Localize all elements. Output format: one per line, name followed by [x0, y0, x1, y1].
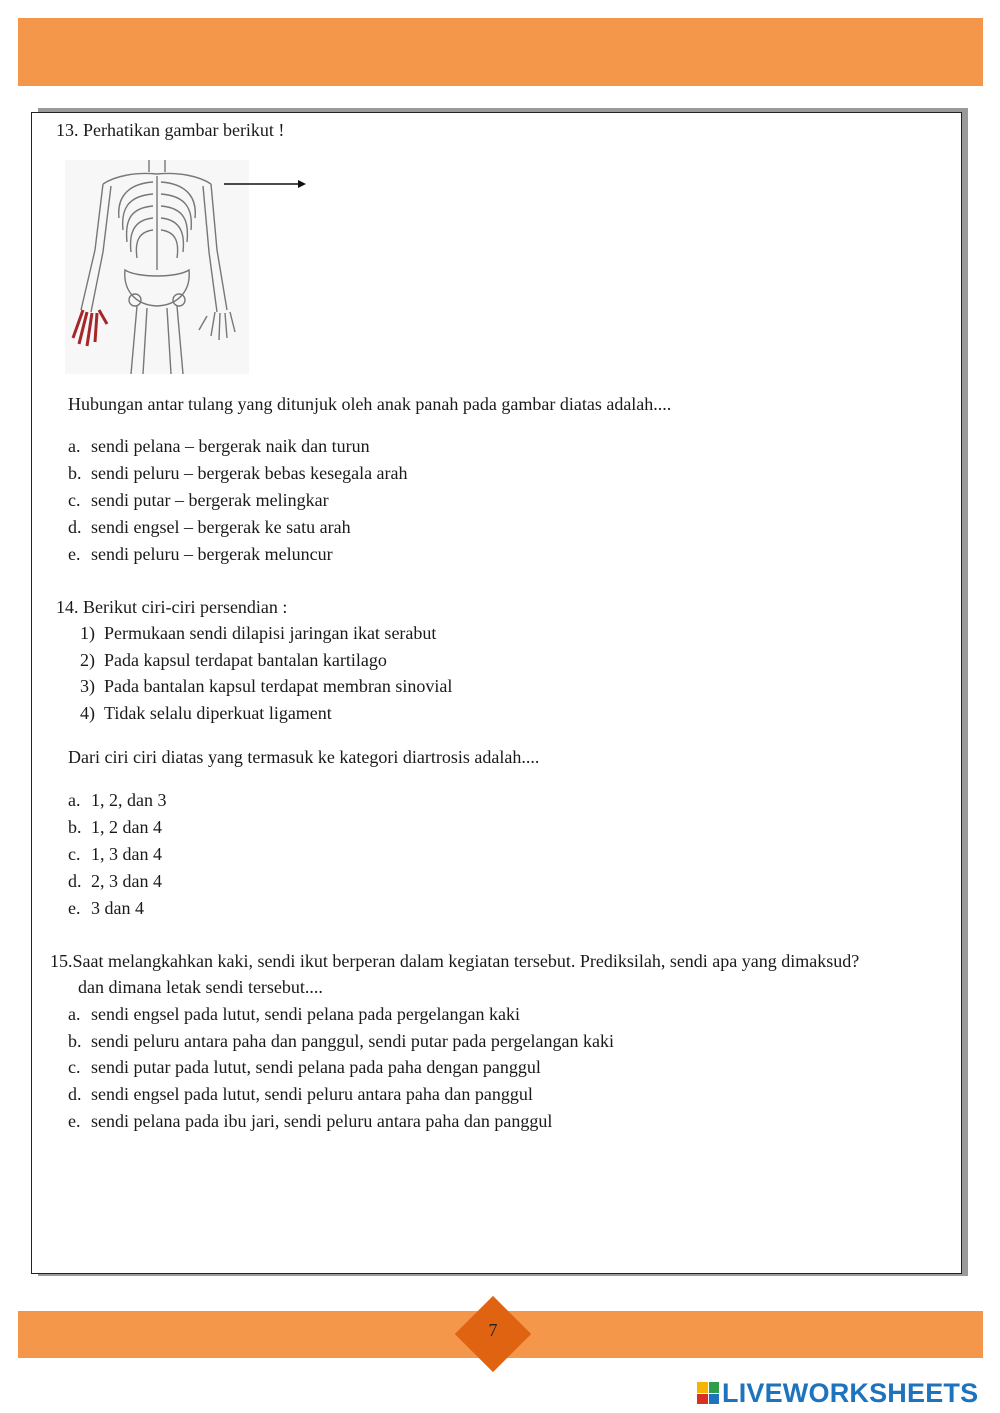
q15-option-a[interactable]: a. sendi engsel pada lutut, sendi pelana pada pergelangan kaki	[68, 1004, 521, 1024]
q13-option-b[interactable]: b. sendi peluru – bergerak bebas kesegala arah	[68, 463, 408, 483]
q15-option-d[interactable]: d. sendi engsel pada lutut, sendi peluru antara paha dan panggul	[68, 1084, 533, 1104]
page-number: 7	[488, 1320, 498, 1340]
liveworksheets-logo	[697, 1376, 978, 1410]
q14-option-e[interactable]: e. 3 dan 4	[68, 898, 144, 918]
header-band	[18, 18, 983, 86]
q14-option-b[interactable]: b. 1, 2 dan 4	[68, 817, 162, 837]
brand-name: LIVEWORKSHEETS	[722, 1377, 979, 1408]
q14-option-a[interactable]: a. 1, 2, dan 3	[68, 790, 167, 810]
q13-option-c[interactable]: c. sendi putar – bergerak melingkar	[68, 490, 329, 510]
skeleton-illustration	[65, 160, 249, 374]
q14-title: 14. Berikut ciri-ciri persendian :	[56, 597, 288, 617]
q13-option-d[interactable]: d. sendi engsel – bergerak ke satu arah	[68, 517, 351, 537]
pointer-arrow-icon	[222, 176, 308, 192]
q14-option-d[interactable]: d. 2, 3 dan 4	[68, 871, 162, 891]
q15-option-e[interactable]: e. sendi pelana pada ibu jari, sendi peluru antara paha dan panggul	[68, 1111, 553, 1131]
q13-title: 13. Perhatikan gambar berikut !	[56, 120, 285, 140]
liveworksheets-logo-icon	[697, 1382, 719, 1404]
q15-option-b[interactable]: b. sendi peluru antara paha dan panggul, sendi putar pada pergelangan kaki	[68, 1031, 614, 1051]
q14-stem: Dari ciri ciri diatas yang termasuk ke kategori diartrosis adalah....	[68, 747, 540, 767]
q14-item-1: 1) Permukaan sendi dilapisi jaringan ikat serabut	[80, 623, 437, 643]
q14-item-4: 4) Tidak selalu diperkuat ligament	[80, 703, 332, 723]
q13-option-a[interactable]: a. sendi pelana – bergerak naik dan turun	[68, 436, 370, 456]
q13-option-e[interactable]: e. sendi peluru – bergerak meluncur	[68, 544, 333, 564]
q15-option-c[interactable]: c. sendi putar pada lutut, sendi pelana pada paha dengan panggul	[68, 1057, 541, 1077]
q13-stem: Hubungan antar tulang yang ditunjuk oleh anak panah pada gambar diatas adalah....	[68, 394, 672, 414]
q14-item-3: 3) Pada bantalan kapsul terdapat membran sinovial	[80, 676, 453, 696]
q15-title-continued: dan dimana letak sendi tersebut....	[78, 977, 323, 997]
q15-title: 15.Saat melangkahkan kaki, sendi ikut berperan dalam kegiatan tersebut. Prediksilah, sendi apa yang dimaksud?	[50, 951, 860, 971]
q14-option-c[interactable]: c. 1, 3 dan 4	[68, 844, 162, 864]
q14-item-2: 2) Pada kapsul terdapat bantalan kartilago	[80, 650, 387, 670]
